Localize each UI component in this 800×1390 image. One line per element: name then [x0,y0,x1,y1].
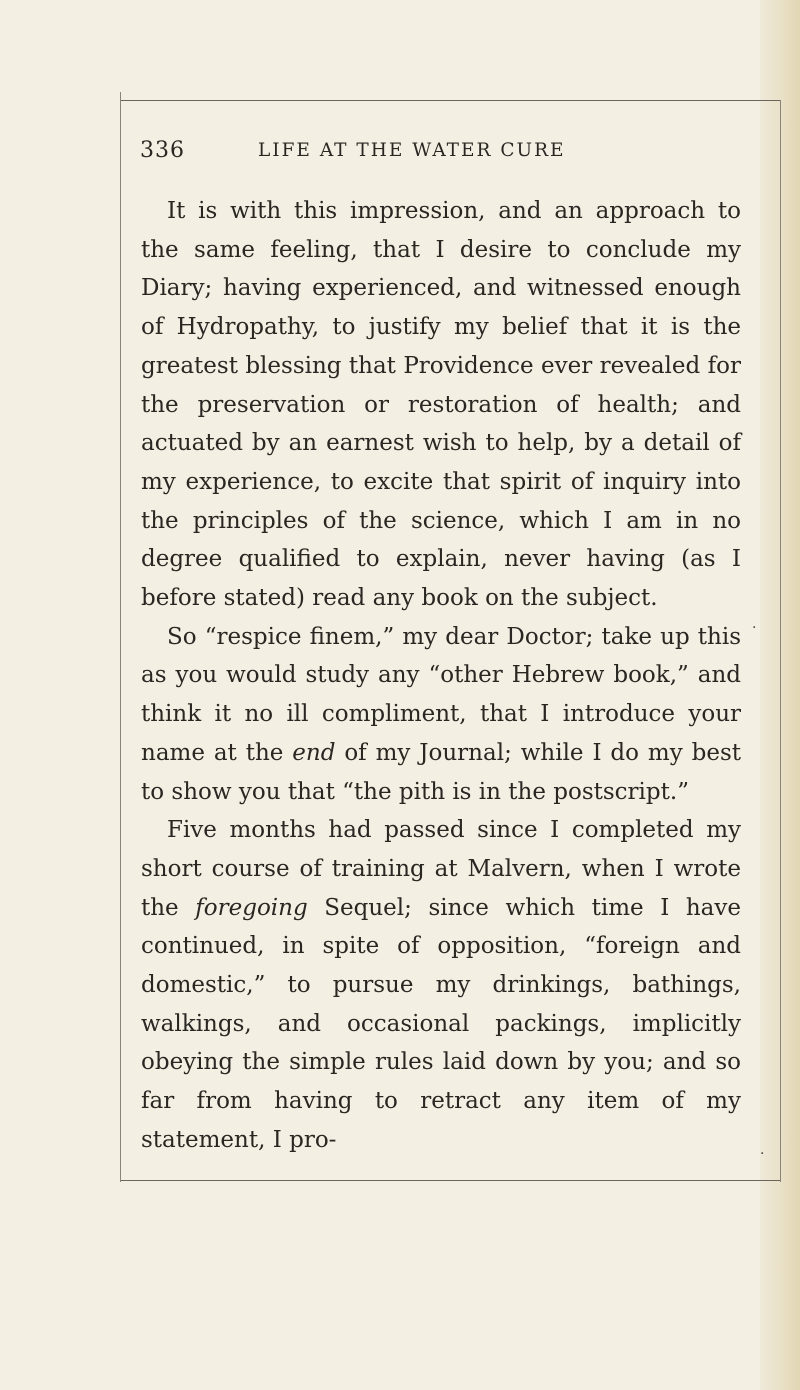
paragraph-2-text-b: of my Journal; while I do my best to show you that “the pith is in the postscript.” [141,739,741,805]
margin-speck: · [760,1146,765,1162]
paragraph-1-text: It is with this impression, and an approach to the same feeling, that I desire to conclude my Diary; having experienced, and witnessed enough of Hydropathy, to justify my belief that it is the greatest blessing that Providence ever revealed for the preservation or restoration of health; and actuated by an earnest wish to help, by a detail of my experience, to excite that spirit of inquiry into the principles of the science, which I am in no degree qualified to explain, never having (as I before stated) read any book on the subject. [141,198,741,612]
margin-speck: · [752,620,757,636]
paragraph-3 [141,811,741,1159]
page-header [140,138,660,170]
frame-right-rule [780,100,781,1182]
running-head: LIFE AT THE WATER CURE [258,140,566,161]
page-number: 336 [140,138,185,163]
paragraph-3-text-b: Sequel; since which time I have continued, in spite of opposition, “foreign and domestic,” to pursue my drinkings, bathings, walkings, and occasional packings, implicitly obeying the simple rules laid down by you; and so far from having to retract any item of my statement, I pro- [141,894,741,1153]
frame-top-rule [120,100,780,101]
paragraph-2-italic: end [292,739,336,766]
frame-left-rule [120,92,121,1182]
paragraph-3-italic: foregoing [195,894,308,921]
paragraph-1 [141,192,741,618]
paragraph-2-text-a: So “respice finem,” my dear Doctor; take up this as you would study any “other Hebrew book,” and think it no ill compliment, that I introduce your name at the [141,623,741,766]
paragraph-2 [141,618,741,812]
paragraph-3-text-a: Five months had passed since I completed my short course of training at Malvern, when I wrote the [141,817,741,921]
body-text [141,192,741,1160]
frame-bottom-rule [120,1180,780,1181]
